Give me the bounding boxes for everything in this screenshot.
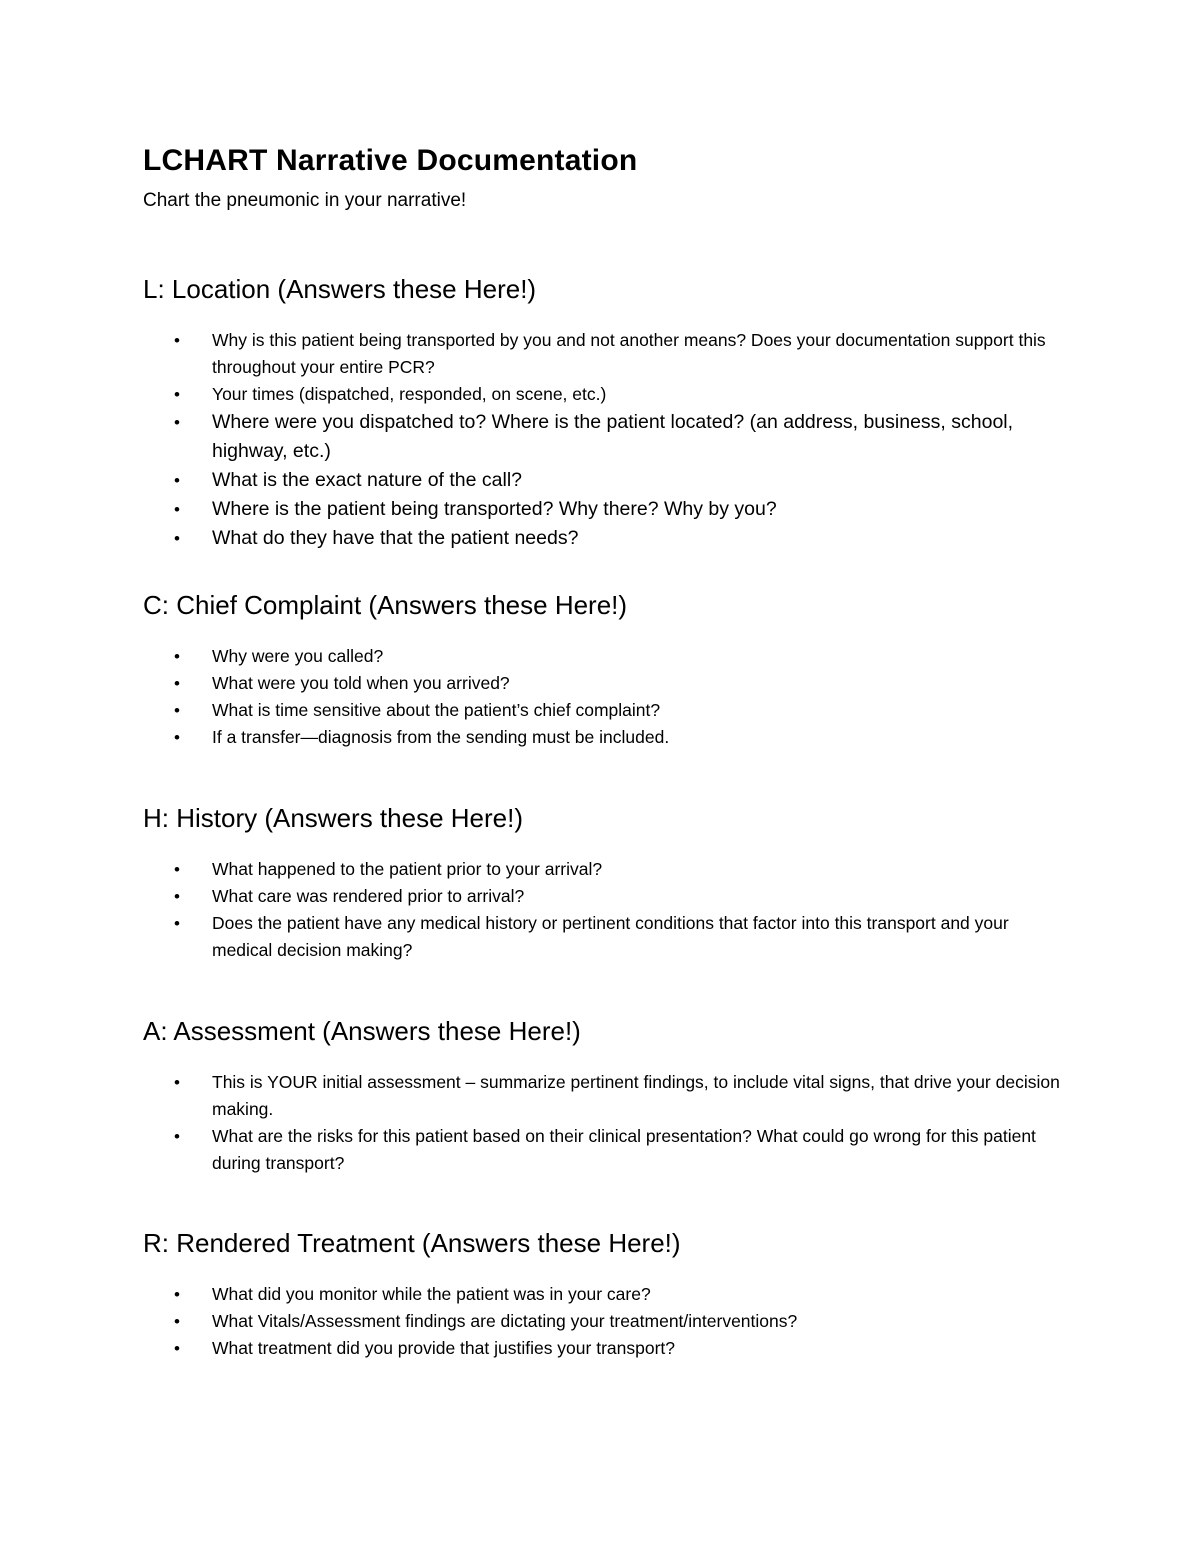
bullet-icon: • [174, 1312, 180, 1331]
section-heading: A: Assessment (Answers these Here!) [143, 1016, 581, 1046]
list-item: • Does the patient have any medical history or pertinent conditions that factor into this transport and your medical decision making? [143, 910, 1073, 964]
bullet-icon: • [174, 385, 180, 404]
list-item: • What are the risks for this patient based on their clinical presentation? What could go wrong for this patient during transport? [143, 1123, 1073, 1177]
list-item: • Why were you called? [143, 643, 1073, 670]
bullet-icon: • [174, 500, 180, 519]
list-item: • This is YOUR initial assessment – summarize pertinent findings, to include vital signs, that drive your decision making. [143, 1069, 1073, 1123]
section-heading: R: Rendered Treatment (Answers these Here!) [143, 1228, 681, 1258]
page-title: LCHART Narrative Documentation [143, 144, 638, 177]
bullet-icon: • [174, 1073, 180, 1092]
bullet-list [143, 1069, 1073, 1177]
section-assessment [143, 1016, 1073, 1177]
list-item: • What Vitals/Assessment findings are dictating your treatment/interventions? [143, 1308, 1073, 1335]
bullet-icon: • [174, 529, 180, 548]
bullet-icon: • [174, 728, 180, 747]
bullet-icon: • [174, 674, 180, 693]
bullet-icon: • [174, 1285, 180, 1304]
bullet-icon: • [174, 1127, 180, 1146]
list-item: • What do they have that the patient needs? [143, 524, 1073, 553]
bullet-icon: • [174, 1339, 180, 1358]
list-item: • Your times (dispatched, responded, on scene, etc.) [143, 381, 1073, 408]
bullet-icon: • [174, 331, 180, 350]
bullet-icon: • [174, 914, 180, 933]
section-heading: C: Chief Complaint (Answers these Here!) [143, 590, 628, 620]
list-item: • What did you monitor while the patient was in your care? [143, 1281, 1073, 1308]
list-item: • Where were you dispatched to? Where is the patient located? (an address, business, school, highway, etc.) [143, 408, 1073, 466]
page-subtitle: Chart the pneumonic in your narrative! [143, 190, 467, 211]
list-item: • What is time sensitive about the patient’s chief complaint? [143, 697, 1073, 724]
section-heading: L: Location (Answers these Here!) [143, 274, 537, 304]
list-item: • What care was rendered prior to arrival? [143, 883, 1073, 910]
list-item: • Why is this patient being transported by you and not another means? Does your documentation support this throughout your entire PCR? [143, 327, 1073, 381]
bullet-list [143, 643, 1073, 751]
bullet-list [143, 327, 1073, 553]
list-item: • What is the exact nature of the call? [143, 466, 1073, 495]
bullet-list [143, 856, 1073, 964]
list-item: • What treatment did you provide that justifies your transport? [143, 1335, 1073, 1362]
bullet-list [143, 1281, 1073, 1362]
bullet-icon: • [174, 887, 180, 906]
list-item: • What were you told when you arrived? [143, 670, 1073, 697]
section-location [143, 274, 1073, 553]
bullet-icon: • [174, 860, 180, 879]
list-item: • If a transfer—diagnosis from the sending must be included. [143, 724, 1073, 751]
list-item: • What happened to the patient prior to your arrival? [143, 856, 1073, 883]
bullet-icon: • [174, 413, 180, 432]
bullet-icon: • [174, 471, 180, 490]
list-item: • Where is the patient being transported? Why there? Why by you? [143, 495, 1073, 524]
section-history [143, 803, 1073, 964]
bullet-icon: • [174, 647, 180, 666]
bullet-icon: • [174, 701, 180, 720]
section-rendered-treatment [143, 1228, 1073, 1362]
section-chief-complaint [143, 590, 1073, 751]
section-heading: H: History (Answers these Here!) [143, 803, 523, 833]
